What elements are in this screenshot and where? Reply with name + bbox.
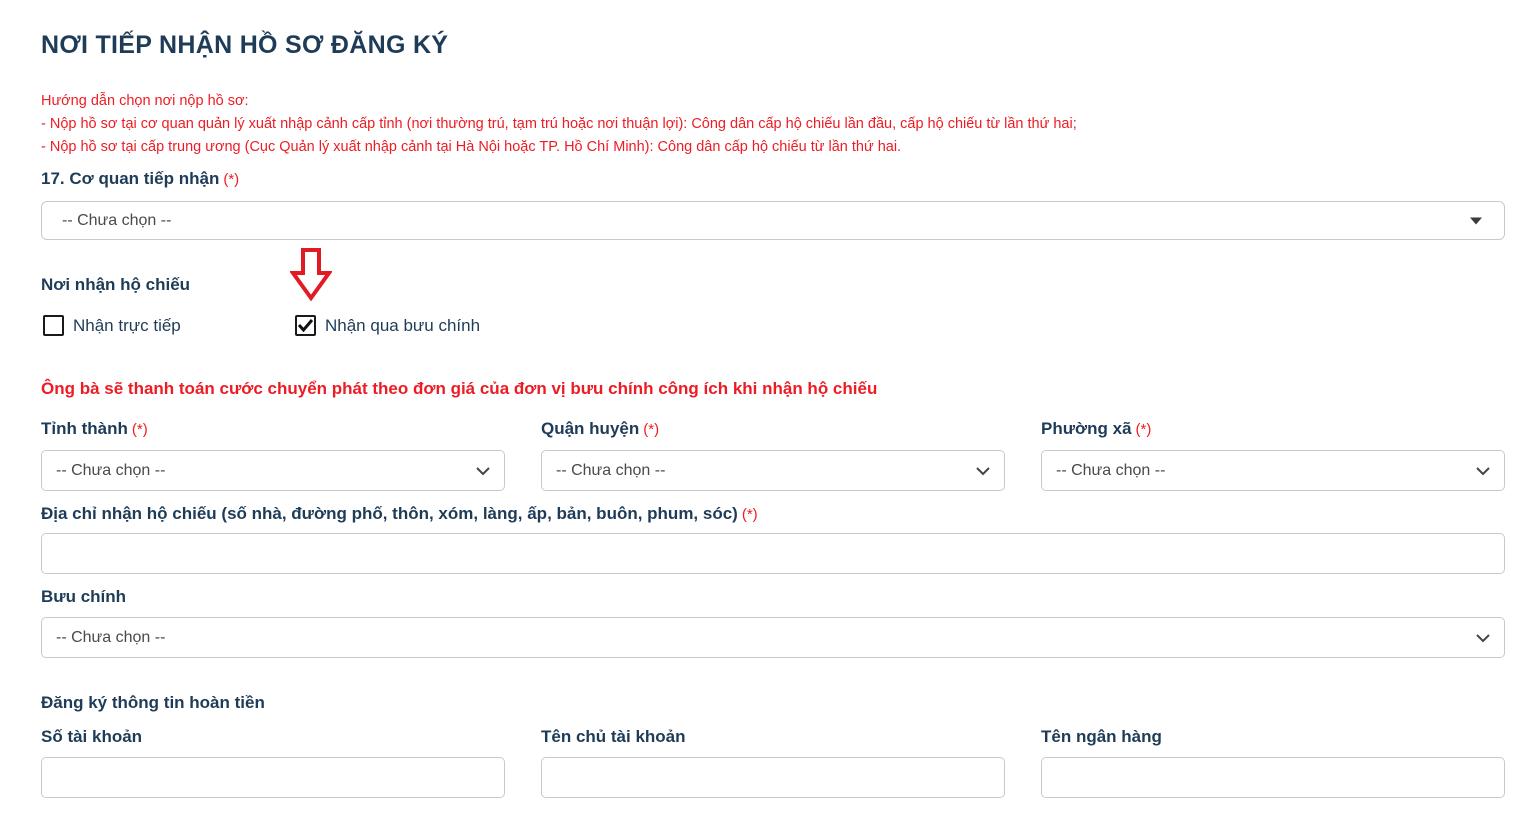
bank-name-label: Tên ngân hàng xyxy=(1041,727,1162,746)
page-title: NƠI TIẾP NHẬN HỒ SƠ ĐĂNG KÝ xyxy=(41,31,449,59)
instructions-line-1: - Nộp hồ sơ tại cơ quan quản lý xuất nhập cảnh cấp tỉnh (nơi thường trú, tạm trú hoặc nơi thuận lợi): Công dân cấp hộ chiếu lần đầu, cấp hộ chiếu từ lần thứ hai; xyxy=(41,116,1077,132)
account-holder-input[interactable] xyxy=(541,757,1005,798)
chevron-down-icon xyxy=(475,466,491,476)
receiving-agency-select[interactable]: -- Chưa chọn -- xyxy=(41,201,1505,240)
bank-name-input[interactable] xyxy=(1041,757,1505,798)
province-label: Tỉnh thành (*) xyxy=(41,419,148,438)
chevron-down-icon xyxy=(1475,633,1491,643)
instructions-line-2: - Nộp hồ sơ tại cấp trung ương (Cục Quản lý xuất nhập cảnh tại Hà Nội hoặc TP. Hồ Chí Minh): Công dân cấp hộ chiếu từ lần thứ hai. xyxy=(41,139,902,155)
chevron-down-icon xyxy=(1475,466,1491,476)
check-icon xyxy=(298,319,313,332)
instructions-heading: Hướng dẫn chọn nơi nộp hồ sơ: xyxy=(41,93,249,109)
account-number-input[interactable] xyxy=(41,757,505,798)
checkbox-label-nhan-truc-tiep[interactable]: Nhận trực tiếp xyxy=(73,316,181,335)
postal-fee-note: Ông bà sẽ thanh toán cước chuyển phát theo đơn giá của đơn vị bưu chính công ích khi nhận hộ chiếu xyxy=(41,379,878,398)
required-mark: (*) xyxy=(643,421,660,438)
required-mark: (*) xyxy=(741,506,758,523)
chevron-down-icon xyxy=(975,466,991,476)
chevron-down-icon xyxy=(1470,217,1482,224)
required-mark: (*) xyxy=(223,171,240,188)
checkbox-label-nhan-qua-buu-chinh[interactable]: Nhận qua bưu chính xyxy=(325,316,481,335)
district-label: Quận huyện (*) xyxy=(541,419,660,438)
province-select[interactable]: -- Chưa chọn -- xyxy=(41,450,505,491)
red-arrow-down-icon xyxy=(290,248,332,302)
address-label: Địa chỉ nhận hộ chiếu (số nhà, đường phố, thôn, xóm, làng, ấp, bản, buôn, phum, sóc) (*) xyxy=(41,504,758,523)
required-mark: (*) xyxy=(1135,421,1152,438)
checkbox-nhan-qua-buu-chinh[interactable] xyxy=(295,315,316,336)
postal-unit-label: Bưu chính xyxy=(41,587,127,606)
passport-delivery-label: Nơi nhận hộ chiếu xyxy=(41,275,191,294)
ward-select[interactable]: -- Chưa chọn -- xyxy=(1041,450,1505,491)
receiving-agency-label: 17. Cơ quan tiếp nhận (*) xyxy=(41,169,240,188)
district-select[interactable]: -- Chưa chọn -- xyxy=(541,450,1005,491)
postal-unit-select[interactable]: -- Chưa chọn -- xyxy=(41,617,1505,658)
account-holder-label: Tên chủ tài khoản xyxy=(541,727,686,746)
required-mark: (*) xyxy=(131,421,148,438)
refund-section-label: Đăng ký thông tin hoàn tiền xyxy=(41,693,265,712)
address-input[interactable] xyxy=(41,533,1505,574)
ward-label: Phường xã (*) xyxy=(1041,419,1152,438)
account-number-label: Số tài khoản xyxy=(41,727,143,746)
checkbox-nhan-truc-tiep[interactable] xyxy=(43,315,64,336)
